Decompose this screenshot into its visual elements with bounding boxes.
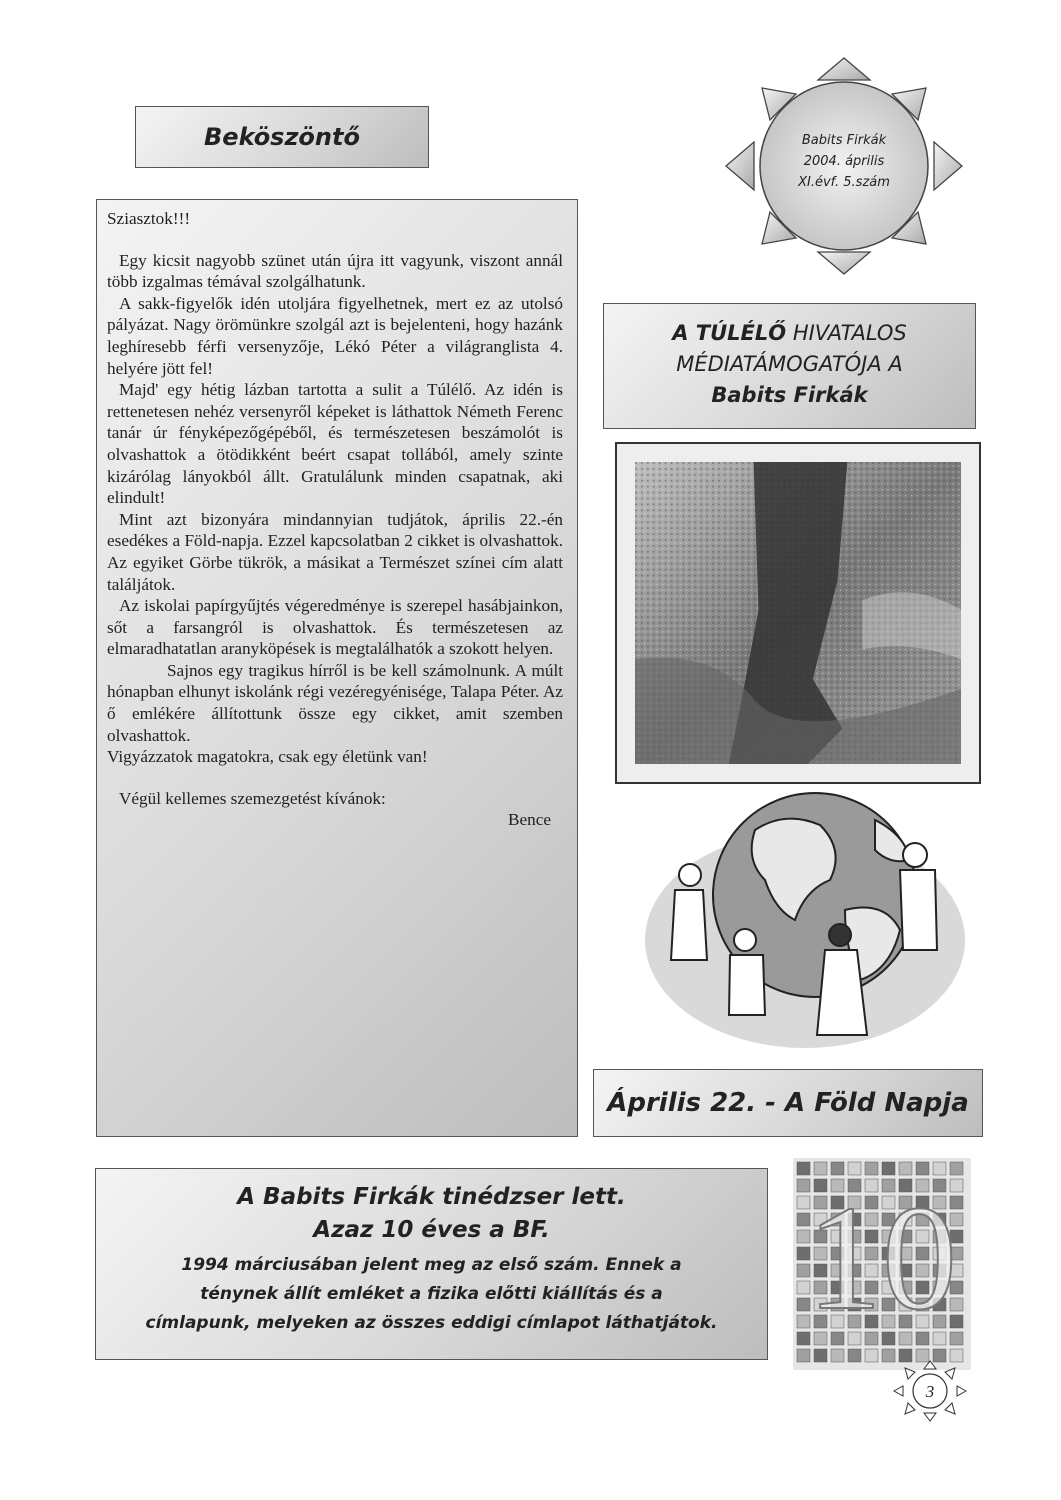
- children-around-earth-illustration: [645, 790, 985, 1060]
- cover-thumbnail: [899, 1162, 912, 1175]
- cover-thumbnail: [797, 1349, 810, 1362]
- cover-thumbnail: [814, 1162, 827, 1175]
- issue-info: [764, 130, 924, 193]
- welcome-article: [96, 199, 578, 1137]
- earth-day-caption: Április 22. - A Föld Napja: [593, 1069, 983, 1137]
- cover-thumbnail: [933, 1162, 946, 1175]
- page-number-sun-icon: [893, 1360, 967, 1422]
- article-paragraph: Majd' egy hétig lázban tartotta a sulit a Túlélő. Az idén is rettenetesen nehéz versenyről képeket is láthattok Németh Ferenc tanár úr fényképezőgépéből, és természetesen beszámolót is olvashattok a ötödikként beért csapat tollából, amely szinte kizárólag lányokból állt. Gratulálunk minden csapatnak, aki elindult!: [107, 380, 563, 508]
- cover-thumbnail: [831, 1162, 844, 1175]
- article-paragraph: Az iskolai papírgyűjtés végeredménye is szerepel hasábjainkon, sőt a farsangról is olvashattok. És természetesen az elmaradhatatlan aranyköpések is megtalálhatók a szokott helyen.: [107, 596, 563, 659]
- covers-number: 10: [807, 1175, 957, 1341]
- cover-thumbnail: [797, 1162, 810, 1175]
- anniversary-box: [95, 1168, 768, 1360]
- cover-thumbnail: [865, 1162, 878, 1175]
- sponsor-text: MÉDIATÁMOGATÓJA A: [676, 352, 903, 376]
- cover-thumbnail: [882, 1162, 895, 1175]
- article-paragraph: A sakk-figyelők idén utoljára figyelhetnek, mert ez az utolsó pályázat. Nagy örömünkre szolgál azt is bejelenteni, hogy hazánk leghíresebb férfi versenyzője, Lékó Péter a világranglista 4. helyére jött fel!: [107, 293, 563, 378]
- page-number: 3: [925, 1382, 935, 1401]
- sponsor-publication: Babits Firkák: [711, 383, 868, 407]
- article-paragraph: Sajnos egy tragikus hírről is be kell számolnunk. A múlt hónapban elhunyt iskolánk régi vezéregyénisége, Talapa Péter. Az ő emlékére állítottunk össze egy cikket, amit szemben olvashattok.: [107, 660, 563, 745]
- article-signature: Bence: [508, 810, 551, 830]
- anniversary-text: ténynek állít emléket a fizika előtti kiállítás és a: [200, 1284, 663, 1304]
- media-sponsor-box: [603, 303, 976, 429]
- covers-collage-image: [793, 1158, 971, 1370]
- article-farewell: Végül kellemes szemezgetést kívánok:: [119, 788, 386, 808]
- cover-thumbnail: [916, 1162, 929, 1175]
- article-paragraph: Egy kicsit nagyobb szünet után újra itt vagyunk, viszont annál több izgalmas témával szolgálhatunk.: [107, 250, 563, 292]
- cover-thumbnail: [831, 1349, 844, 1362]
- sponsor-event-name: TÚLÉLŐ: [695, 321, 787, 345]
- cover-thumbnail: [848, 1162, 861, 1175]
- anniversary-headline: A Babits Firkák tinédzser lett.: [237, 1184, 626, 1210]
- article-greeting: Sziasztok!!!: [107, 209, 191, 228]
- issue-number: XI.évf. 5.szám: [798, 175, 890, 190]
- sponsor-text: A: [672, 321, 696, 345]
- cover-thumbnail: [865, 1349, 878, 1362]
- issue-publication: Babits Firkák: [801, 133, 887, 148]
- article-paragraph: Mint azt bizonyára mindannyian tudjátok, április 22.-én esedékes a Föld-napja. Ezzel kapcsolatban 2 cikket is olvashattok. Az egyiket Görbe tükrök, a másikat a Természet színei cím alatt találjátok.: [107, 509, 563, 594]
- anniversary-text: címlapunk, melyeken az összes eddigi címlapot láthatjátok.: [145, 1313, 718, 1333]
- cover-thumbnail: [950, 1162, 963, 1175]
- section-title: Beköszöntő: [135, 106, 429, 168]
- issue-date: 2004. április: [803, 154, 885, 169]
- survival-race-photo: [615, 442, 981, 784]
- cover-thumbnail: [848, 1349, 861, 1362]
- anniversary-subheadline: Azaz 10 éves a BF.: [313, 1217, 550, 1243]
- cover-thumbnail: [814, 1349, 827, 1362]
- article-closing: Vigyázzatok magatokra, csak egy életünk van!: [107, 747, 428, 767]
- sponsor-text: HIVATALOS: [786, 321, 907, 345]
- anniversary-text: 1994 márciusában jelent meg az első szám. Ennek a: [181, 1255, 682, 1275]
- boot-in-mud-image: [635, 462, 961, 764]
